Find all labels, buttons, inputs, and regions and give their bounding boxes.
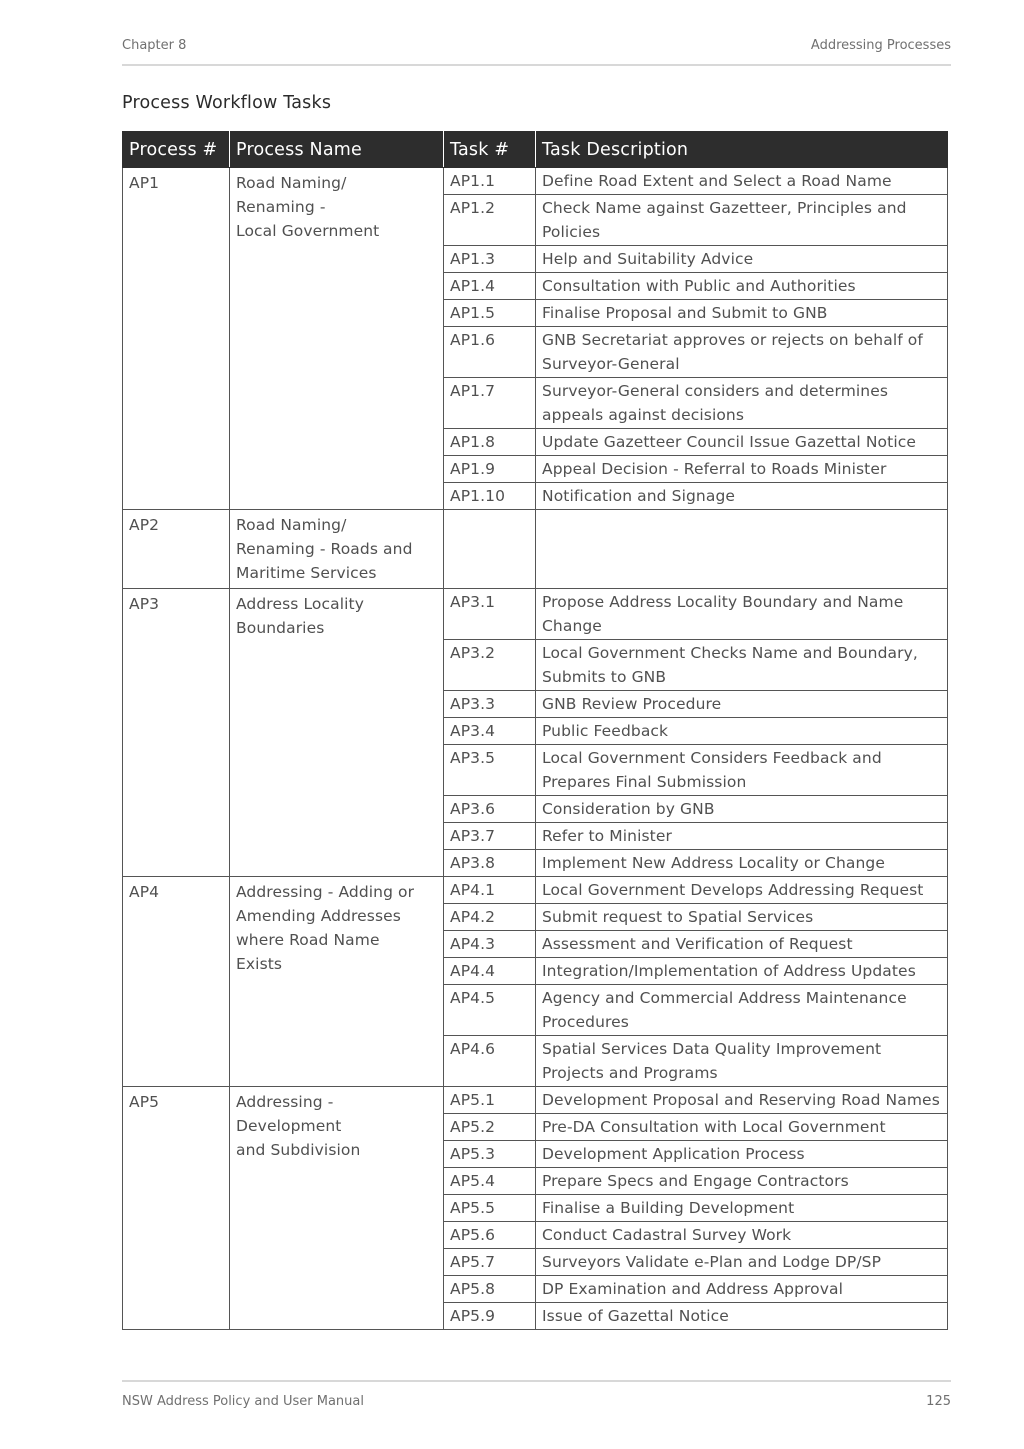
page-footer [122, 1380, 951, 1409]
column-header-process-name: Process Name [230, 132, 444, 168]
task-number-cell: AP5.5 [444, 1195, 536, 1222]
task-description-cell: Local Government Checks Name and Boundary, Submits to GNB [536, 640, 948, 691]
task-description-cell: GNB Review Procedure [536, 691, 948, 718]
process-number-cell: AP2 [123, 510, 230, 589]
task-number-cell: AP1.1 [444, 168, 536, 195]
task-number-cell: AP1.10 [444, 483, 536, 510]
table-header-row [123, 132, 948, 168]
column-header-process-number: Process # [123, 132, 230, 168]
task-number-cell: AP3.1 [444, 589, 536, 640]
task-description-cell: Local Government Develops Addressing Request [536, 877, 948, 904]
page-title: Process Workflow Tasks [122, 93, 332, 113]
process-workflow-table [122, 131, 948, 1330]
task-description-cell: Propose Address Locality Boundary and Name Change [536, 589, 948, 640]
task-number-cell: AP5.6 [444, 1222, 536, 1249]
task-number-cell: AP1.6 [444, 327, 536, 378]
task-number-cell: AP1.5 [444, 300, 536, 327]
task-description-cell: Finalise a Building Development [536, 1195, 948, 1222]
table-row [123, 510, 948, 589]
task-number-cell: AP5.9 [444, 1303, 536, 1330]
task-description-cell: Refer to Minister [536, 823, 948, 850]
page-number: 125 [926, 1394, 951, 1409]
task-number-cell: AP4.3 [444, 931, 536, 958]
task-description-cell: Check Name against Gazetteer, Principles and Policies [536, 195, 948, 246]
task-number-cell: AP3.6 [444, 796, 536, 823]
task-number-cell: AP5.1 [444, 1087, 536, 1114]
task-description-cell: Issue of Gazettal Notice [536, 1303, 948, 1330]
task-description-cell: Agency and Commercial Address Maintenance Procedures [536, 985, 948, 1036]
table-row [123, 589, 948, 640]
task-description-cell: Local Government Considers Feedback and Prepares Final Submission [536, 745, 948, 796]
task-number-cell: AP3.2 [444, 640, 536, 691]
task-description-cell: Prepare Specs and Engage Contractors [536, 1168, 948, 1195]
section-label: Addressing Processes [810, 38, 951, 53]
task-description-cell: Public Feedback [536, 718, 948, 745]
task-description-cell: Surveyor-General considers and determines appeals against decisions [536, 378, 948, 429]
column-header-task-description: Task Description [536, 132, 948, 168]
task-number-cell: AP3.5 [444, 745, 536, 796]
task-number-cell: AP3.3 [444, 691, 536, 718]
task-description-cell: GNB Secretariat approves or rejects on behalf of Surveyor-General [536, 327, 948, 378]
task-description-cell: Pre-DA Consultation with Local Government [536, 1114, 948, 1141]
manual-title: NSW Address Policy and User Manual [122, 1394, 364, 1409]
page-header [122, 36, 951, 66]
process-number-cell: AP4 [123, 877, 230, 1087]
task-description-cell: Appeal Decision - Referral to Roads Minister [536, 456, 948, 483]
task-number-cell: AP4.2 [444, 904, 536, 931]
task-description-cell: Conduct Cadastral Survey Work [536, 1222, 948, 1249]
task-number-cell: AP4.4 [444, 958, 536, 985]
task-number-cell: AP1.4 [444, 273, 536, 300]
process-name-cell: Addressing - Adding or Amending Addresses where Road Name Exists [230, 877, 444, 1087]
task-number-cell [444, 510, 536, 589]
task-number-cell: AP3.7 [444, 823, 536, 850]
task-description-cell: Define Road Extent and Select a Road Name [536, 168, 948, 195]
task-number-cell: AP1.2 [444, 195, 536, 246]
table-row [123, 168, 948, 195]
task-number-cell: AP5.7 [444, 1249, 536, 1276]
task-description-cell [536, 510, 948, 589]
task-description-cell: Implement New Address Locality or Change [536, 850, 948, 877]
process-name-cell: Road Naming/ Renaming - Roads and Maritime Services [230, 510, 444, 589]
task-description-cell: Submit request to Spatial Services [536, 904, 948, 931]
task-description-cell: Finalise Proposal and Submit to GNB [536, 300, 948, 327]
task-number-cell: AP1.3 [444, 246, 536, 273]
process-number-cell: AP5 [123, 1087, 230, 1330]
task-description-cell: Integration/Implementation of Address Updates [536, 958, 948, 985]
task-description-cell: Assessment and Verification of Request [536, 931, 948, 958]
task-number-cell: AP1.9 [444, 456, 536, 483]
column-header-task-number: Task # [444, 132, 536, 168]
table-row [123, 877, 948, 904]
task-number-cell: AP4.5 [444, 985, 536, 1036]
task-number-cell: AP4.6 [444, 1036, 536, 1087]
task-number-cell: AP5.4 [444, 1168, 536, 1195]
table-body [123, 168, 948, 1330]
task-number-cell: AP5.3 [444, 1141, 536, 1168]
task-description-cell: Development Application Process [536, 1141, 948, 1168]
process-name-cell: Address Locality Boundaries [230, 589, 444, 877]
task-description-cell: DP Examination and Address Approval [536, 1276, 948, 1303]
task-number-cell: AP3.8 [444, 850, 536, 877]
task-description-cell: Spatial Services Data Quality Improvement Projects and Programs [536, 1036, 948, 1087]
task-description-cell: Development Proposal and Reserving Road Names [536, 1087, 948, 1114]
task-description-cell: Notification and Signage [536, 483, 948, 510]
task-number-cell: AP5.8 [444, 1276, 536, 1303]
task-number-cell: AP5.2 [444, 1114, 536, 1141]
process-name-cell: Road Naming/ Renaming - Local Government [230, 168, 444, 510]
task-description-cell: Consultation with Public and Authorities [536, 273, 948, 300]
task-description-cell: Help and Suitability Advice [536, 246, 948, 273]
process-number-cell: AP3 [123, 589, 230, 877]
task-description-cell: Consideration by GNB [536, 796, 948, 823]
table-row [123, 1087, 948, 1114]
task-description-cell: Update Gazetteer Council Issue Gazettal Notice [536, 429, 948, 456]
task-number-cell: AP4.1 [444, 877, 536, 904]
process-number-cell: AP1 [123, 168, 230, 510]
task-number-cell: AP1.8 [444, 429, 536, 456]
task-number-cell: AP3.4 [444, 718, 536, 745]
task-description-cell: Surveyors Validate e-Plan and Lodge DP/SP [536, 1249, 948, 1276]
chapter-label: Chapter 8 [122, 38, 187, 53]
task-number-cell: AP1.7 [444, 378, 536, 429]
process-name-cell: Addressing - Development and Subdivision [230, 1087, 444, 1330]
